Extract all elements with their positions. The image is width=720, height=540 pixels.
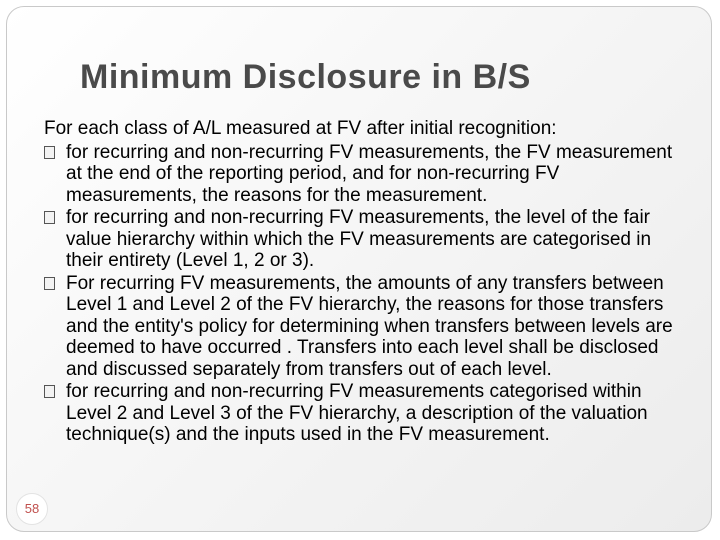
- intro-text: For each class of A/L measured at FV after initial recognition:: [44, 118, 557, 139]
- bullet-item: [44, 142, 684, 207]
- bullet-item: [44, 381, 684, 446]
- bullet-text: For recurring FV measurements, the amounts of any transfers between Level 1 and Level 2 of the FV hierarchy, the reasons for those transfers and the entity's policy for determining when transfers between levels are deemed to have occurred . Transfers into each level shall be disclosed and discussed separately from transfers out of each level.: [66, 272, 673, 380]
- square-bullet-icon: [44, 385, 55, 398]
- square-bullet-icon: [44, 277, 55, 290]
- bullet-text: for recurring and non-recurring FV measurements categorised within Level 2 and Level 3 of the FV hierarchy, a description of the valuation technique(s) and the inputs used in the FV measurement.: [66, 381, 648, 445]
- bullet-item: [44, 207, 684, 272]
- bullet-text: for recurring and non-recurring FV measurements, the level of the fair value hierarchy within which the FV measurements are categorised in their entirety (Level 1, 2 or 3).: [66, 207, 652, 271]
- slide-title: Minimum Disclosure in B/S: [80, 58, 531, 96]
- bullet-text: for recurring and non-recurring FV measurements, the FV measurement at the end of the reporting period, and for non-recurring FV measurements, the reasons for the measurement.: [66, 141, 673, 206]
- square-bullet-icon: [44, 146, 55, 159]
- square-bullet-icon: [44, 211, 55, 224]
- bullet-item: [44, 273, 684, 381]
- slide-content: [44, 118, 684, 447]
- page-number: 58: [16, 493, 48, 525]
